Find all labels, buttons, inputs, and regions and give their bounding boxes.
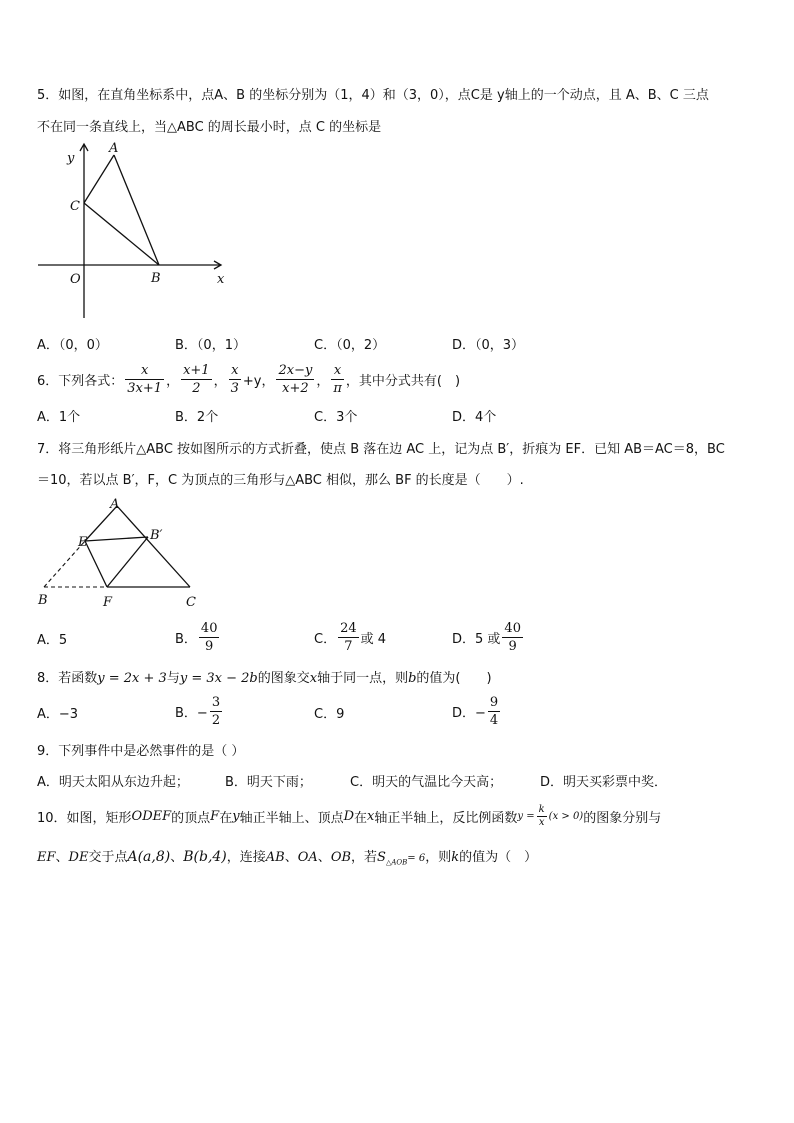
q8-eq1: y = 2x + 3 — [97, 671, 167, 686]
q5-label-y: y — [67, 151, 75, 166]
q8-option-b: B．− $\frac{3}{2}$ — [175, 694, 221, 728]
q6-frac3-tail: +y， — [242, 373, 275, 389]
q5-line1: 5．如图，在直角坐标系中，点A、B 的坐标分别为（1，4）和（3，0），点C是 y轴上的一个动点，且 A、B、C 三点 — [37, 88, 709, 103]
q9-option-b: B．明天下雨； — [225, 775, 312, 790]
q7-option-a: A．5 — [37, 633, 68, 648]
q7-line1: 7．将三角形纸片△ABC 按如图所示的方式折叠，使点 B 落在边 AC 上，记为点 B′，折痕为 EF．已知 AB＝AC＝8，BC — [37, 442, 725, 457]
q5-label-B: B — [151, 271, 161, 286]
q6-option-c: C．3个 — [314, 410, 358, 425]
q7-label-C: C — [186, 595, 196, 610]
q6-prefix: 6．下列各式： — [37, 373, 124, 389]
q6-frac-4: $\frac{2x-y}{x+2}$ — [278, 362, 313, 396]
q7-option-b: B． $\frac{40}{9}$ — [175, 620, 218, 654]
q8-stem: 8．若函数y = 2x + 3与y = 3x − 2b的图象交x轴于同一点，则b的值为( ) — [37, 671, 492, 686]
q6-frac-2: $\frac{x+1}{2}$ — [183, 362, 210, 396]
q5-line2: 不在同一条直线上，当△ABC 的周长最小时，点 C 的坐标是 — [37, 120, 382, 135]
q8-option-c: C．9 — [314, 707, 345, 722]
q10-line1: 10．如图，矩形 ODEF 的顶点 F 在 y 轴正半轴上、顶点 D 在 x 轴正半轴上，反比例函数 y = $\frac{k}{x}$ (x > 0) 的图象分别与 — [37, 803, 662, 828]
q9-stem: 9．下列事件中是必然事件的是（ ） — [37, 744, 245, 759]
q7-option-c: C． $\frac{24}{7}$ 或 4 — [314, 620, 387, 654]
q7-seg-EF — [85, 541, 107, 587]
q5-label-C: C — [70, 199, 80, 214]
q7-seg-EBp — [85, 537, 148, 541]
q6-option-b: B．2个 — [175, 410, 219, 425]
q5-label-A: A — [109, 141, 119, 156]
q6-stem: 6．下列各式： $\frac{x}{3x+1}$ ， $\frac{x+1}{2}$ ， $\frac{x}{3}$ +y， $\frac{2x-y}{x+2}$ ， $\frac{x}{\pi}$ ，其中分式共有( ) — [37, 362, 461, 396]
q6-frac-1: $\frac{x}{3x+1}$ — [127, 362, 163, 396]
q7-label-F: F — [103, 595, 113, 610]
q5-label-O: O — [70, 272, 81, 287]
q7-seg-FBp — [107, 537, 148, 587]
q7-figure — [30, 496, 210, 611]
q8-option-a: A．−3 — [37, 707, 79, 722]
q5-seg-AB — [114, 155, 159, 265]
q6-frac-5: $\frac{x}{\pi}$ — [333, 362, 342, 396]
q5-option-c: C．（0，2） — [314, 338, 386, 353]
q8-eq2: y = 3x − 2b — [179, 671, 258, 686]
q7-label-A: A — [110, 497, 120, 512]
q5-option-d: D．（0，3） — [452, 338, 525, 353]
q5-option-a: A．（0，0） — [37, 338, 108, 353]
q6-option-d: D．4个 — [452, 410, 497, 425]
q5-figure — [30, 140, 240, 325]
q5-seg-CB — [84, 203, 159, 265]
q6-option-a: A．1个 — [37, 410, 81, 425]
q5-seg-AC — [84, 155, 114, 203]
q10-line2: EF、DE交于点A(a,8)、B(b,4)，连接AB、OA、OB，若$S_{\triangle AOB}= 6$，则k的值为（ ） — [37, 849, 538, 867]
q9-option-a: A．明天太阳从东边升起； — [37, 775, 189, 790]
q6-suffix: ，其中分式共有( ) — [345, 373, 461, 389]
q5-label-x: x — [217, 272, 225, 287]
q8-option-d: D．− $\frac{9}{4}$ — [452, 694, 499, 728]
q7-label-B: B — [38, 593, 48, 608]
q9-option-c: C．明天的气温比今天高； — [350, 775, 503, 790]
q7-line2: ＝10，若以点 B′，F，C 为顶点的三角形与△ABC 相似，那么 BF 的长度是（ ）. — [37, 473, 524, 488]
q7-seg-AC — [117, 506, 190, 587]
q7-label-E: E — [78, 535, 88, 550]
q6-frac-3: $\frac{x}{3}$ — [230, 362, 239, 396]
q5-option-b: B．（0，1） — [175, 338, 246, 353]
q7-label-Bp: B′ — [150, 528, 163, 543]
q7-option-d: D．5 或 $\frac{40}{9}$ — [452, 620, 521, 654]
q9-option-d: D．明天买彩票中奖． — [540, 775, 668, 790]
